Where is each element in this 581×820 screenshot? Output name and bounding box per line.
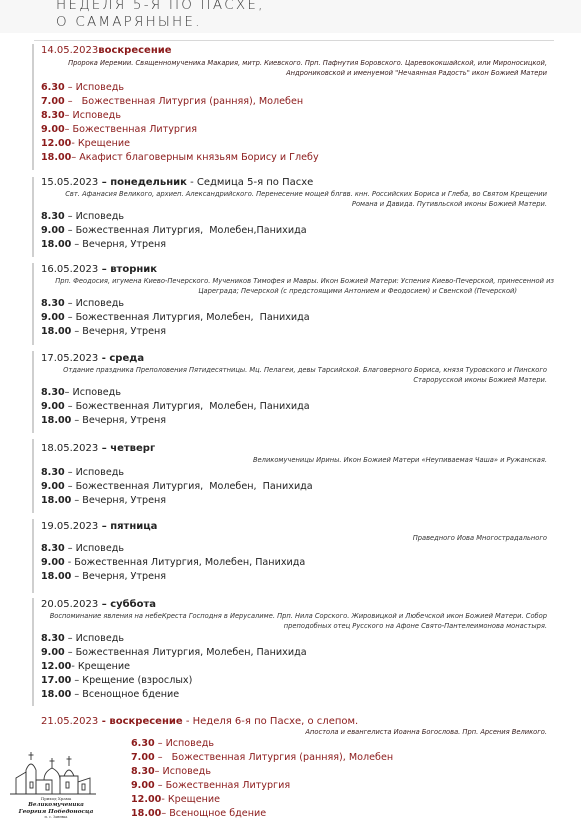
day-heading [41,599,156,611]
service-name: Вечерня, Утреня [82,239,167,250]
service-name: Исповедь [75,633,125,644]
service-separator: – [64,312,76,323]
service-name: Вечерня, Утреня [82,415,167,426]
logo-line-3: Георгия Победоносца [18,809,94,815]
day-weekday: – понедельник [98,177,187,188]
service-name: Божественная Литургия [165,780,291,791]
service-time: 8.30 [41,211,65,222]
service-separator: – [64,543,76,554]
day-heading [41,177,313,189]
day-description: Андрониковской и именуемой "Нечаянная Радость" икон Божией Матери [286,68,547,77]
day-weekday: – пятница [98,521,158,532]
church-logo [6,742,118,820]
service-row [41,138,130,150]
day-description: Пророка Иеремии. Священномученика Макария, митр. Киевского. Прп. Пафнутия Боровского. Царевококшайской, или Мироносицкой, [68,59,547,67]
service-time: 18.00 [41,689,72,700]
day-description: Отдание праздника Преполовения Пятидесятницы. Мц. Пелагеи, девы Тарсийской. Благоверного Бориса, князя Туровского и Пинского [63,366,547,374]
service-separator: – [154,766,163,777]
service-separator: – [71,571,83,582]
day-weekday: – вторник [98,264,158,275]
service-time: 18.00 [41,571,72,582]
service-separator: – [64,110,73,121]
day-date: 15.05.2023 [41,177,99,188]
service-time: 12.00 [41,138,72,149]
service-separator: – [71,239,83,250]
service-time: 8.30 [41,387,65,398]
day-weekday: – четверг [98,443,156,454]
service-name: Крещение [77,138,131,149]
service-separator: – [64,298,76,309]
service-name: Исповедь [75,211,125,222]
service-time: 9.00 [41,401,65,412]
service-separator: – [71,415,83,426]
service-time: 9.00 [41,647,65,658]
day-heading [41,353,144,365]
service-row [41,326,166,338]
service-name: Крещение (взрослых) [82,675,193,686]
service-time: 8.30 [41,633,65,644]
day-note: - Седмица 5-я по Пасхе [186,177,314,188]
day-heading [41,521,157,533]
service-row [41,152,319,164]
service-name: Крещение [77,661,131,672]
service-separator: – [154,738,166,749]
service-separator: - [71,661,78,672]
page-title [56,0,265,31]
day-description: Старорусской иконы Божией Матери. [413,375,547,384]
service-time: 17.00 [41,675,72,686]
service-name: Божественная Литургия [72,124,198,135]
service-separator: - [64,557,75,568]
day-description: Цареграда; Печерской (с предстоящими Антонием и Феодосием) и Свенской (Печерской) [198,286,517,295]
service-name: Крещение [167,794,221,805]
service-row [41,543,124,555]
service-name: Вечерня, Утреня [82,495,167,506]
service-row [41,467,124,479]
service-row [131,766,211,778]
service-time: 8.30 [41,543,65,554]
top-divider [34,40,554,41]
service-separator: – [154,752,172,763]
day-heading [41,45,172,57]
service-time: 12.00 [131,794,162,805]
logo-line-2: Великомученика [28,802,84,808]
service-row [41,110,121,122]
day-date: 18.05.2023 [41,443,99,454]
service-row [41,675,192,687]
service-name: Исповедь [75,298,125,309]
service-name: Божественная Литургия, Молебен, Панихида [75,647,307,658]
service-separator: – [64,387,73,398]
service-time: 8.30 [131,766,155,777]
service-row [41,82,124,94]
service-time: 18.00 [41,495,72,506]
service-row [41,387,121,399]
service-name: Всенощное бдение [169,808,267,819]
service-time: 9.00 [41,481,65,492]
day-weekday: – суббота [98,599,157,610]
service-row [41,312,310,324]
service-time: 18.00 [41,152,72,163]
service-separator: – [71,689,83,700]
day-description: Воспоминание явления на небеКреста Господня в Иерусалиме. Прп. Нила Сорского. Жировицкой и Любечской икон Божией Матери. Собор [49,612,547,620]
service-row [41,495,166,507]
service-row [41,211,124,223]
service-row [41,633,124,645]
logo-line-1: Приход Храма [40,796,72,801]
service-name: Исповедь [72,110,121,121]
service-separator: – [64,96,82,107]
service-row [131,794,220,806]
service-time: 8.30 [41,467,65,478]
service-row [41,96,303,108]
service-row [41,647,307,659]
service-row [41,239,166,251]
day-description: преподобных отец Русского на Афоне Свято-Пантелеимонова монастыря. [283,621,547,630]
service-name: Исповедь [162,766,211,777]
service-separator: – [71,675,83,686]
service-row [41,661,130,673]
service-name: Вечерня, Утреня [82,571,167,582]
service-time: 7.00 [131,752,155,763]
service-separator: – [64,401,76,412]
service-name: Божественная Литургия, Молебен, Панихида [74,557,306,568]
service-name: Божественная Литургия (ранняя), Молебен [81,96,304,107]
service-time: 7.00 [41,96,65,107]
service-time: 9.00 [41,557,65,568]
service-time: 6.30 [41,82,65,93]
day-description: Прп. Феодосия, игумена Киево-Печерского. Мучеников Тимофея и Мавры. Икон Божией Матери: Успения Киево-Печерской, принесенной из [55,277,554,285]
service-row [41,298,124,310]
service-name: Божественная Литургия, Молебен, Панихида [75,312,310,323]
service-separator: – [64,82,76,93]
day-heading [41,443,155,455]
day-date: 21.05.2023 [41,716,99,727]
service-time: 6.30 [131,738,155,749]
service-time: 18.00 [41,326,72,337]
service-separator: – [71,495,83,506]
service-name: Исповедь [165,738,215,749]
service-time: 12.00 [41,661,72,672]
service-separator: – [64,124,73,135]
service-separator: – [64,211,76,222]
service-name: Всенощное бдение [82,689,180,700]
day-weekday: - воскресение [98,716,183,727]
service-time: 9.00 [41,124,65,135]
day-weekday: воскресение [98,45,172,56]
day-date: 17.05.2023 [41,353,99,364]
service-time: 8.30 [41,110,65,121]
service-time: 18.00 [41,239,72,250]
day-heading [41,264,157,276]
day-divider-line [32,351,34,433]
day-description: Великомученицы Ирины. Икон Божией Матери «Неупиваемая Чаша» и Ружанская. [252,456,547,464]
service-name: Вечерня, Утреня [82,326,167,337]
day-date: 14.05.2023 [41,45,99,56]
service-row [41,124,197,136]
service-separator: - [71,138,78,149]
service-separator: – [64,225,76,236]
service-row [41,571,166,583]
day-description: Романа и Давида. Путивльской иконы Божией Матери. [351,199,547,208]
service-separator: – [64,633,76,644]
service-name: Божественная Литургия, Молебен, Панихида [75,481,313,492]
service-separator: – [64,481,76,492]
service-time: 18.00 [131,808,162,819]
service-row [131,780,290,792]
title-line-1: НЕДЕЛЯ 5-Я ПО ПАСХЕ, [56,0,265,13]
service-time: 9.00 [41,312,65,323]
day-description: Свт. Афанасия Великого, архиеп. Александрийского. Перенесение мощей блгвв. кнн. Российских Бориса и Глеба, во Святом Крещении [65,190,547,198]
title-line-2: О САМАРЯНЫНЕ. [56,14,202,30]
service-separator: – [71,326,83,337]
service-time: 9.00 [41,225,65,236]
service-name: Исповедь [75,82,125,93]
day-date: 20.05.2023 [41,599,99,610]
day-date: 19.05.2023 [41,521,99,532]
service-row [41,557,305,569]
service-name: Исповедь [75,467,125,478]
service-time: 8.30 [41,298,65,309]
service-row [131,752,393,764]
service-name: Божественная Литургия (ранняя), Молебен [171,752,394,763]
day-description: Апостола и евангелиста Иоанна Богослова. Прп. Арсения Великого. [305,728,547,736]
service-separator: - [161,794,168,805]
service-separator: – [64,467,76,478]
service-separator: – [64,647,76,658]
service-row [41,689,179,701]
day-date: 16.05.2023 [41,264,99,275]
service-row [131,738,214,750]
day-divider-line [32,439,34,513]
service-separator: – [71,152,80,163]
service-name: Исповедь [72,387,121,398]
service-separator: – [154,780,166,791]
service-name: Божественная Литургия, Молебен,Панихида [75,225,307,236]
day-divider-line [32,519,34,593]
service-time: 9.00 [131,780,155,791]
day-description: Праведного Иова Многострадального [412,534,547,542]
day-weekday: - среда [98,353,145,364]
service-name: Акафист благоверным князьям Борису и Глебу [79,152,319,163]
service-time: 18.00 [41,415,72,426]
service-name: Исповедь [75,543,125,554]
service-row [41,401,310,413]
service-separator: – [161,808,170,819]
service-row [131,808,266,820]
service-row [41,481,313,493]
service-name: Божественная Литургия, Молебен, Панихида [75,401,310,412]
logo-line-4: п. с. Заневка [44,815,68,819]
service-row [41,225,307,237]
day-note: - Неделя 6-я по Пасхе, о слепом. [182,716,359,727]
service-row [41,415,166,427]
